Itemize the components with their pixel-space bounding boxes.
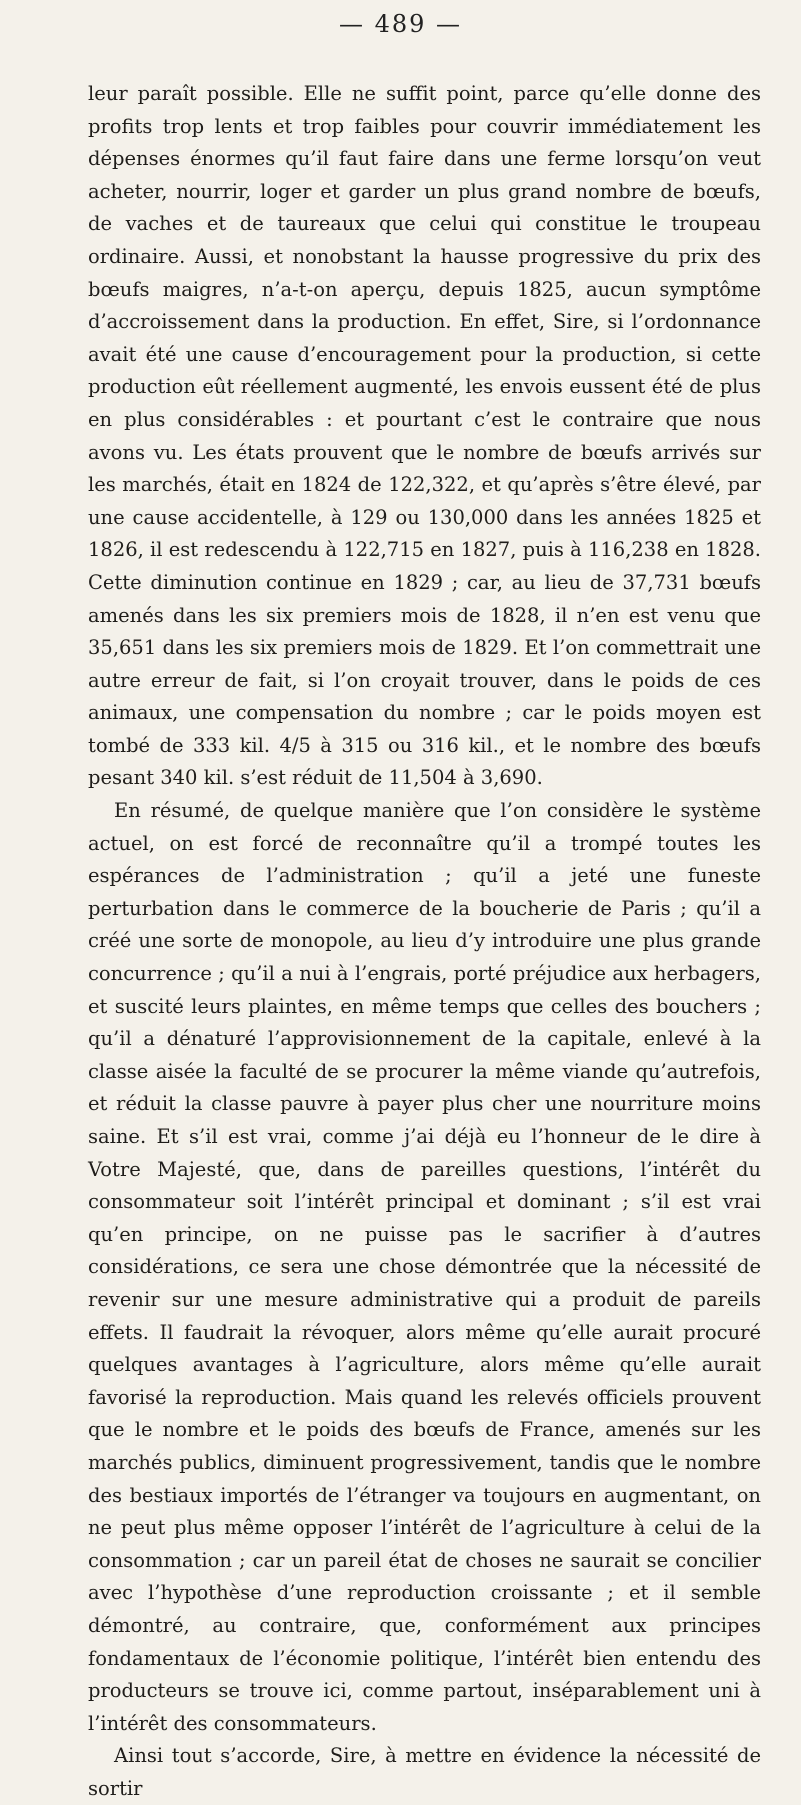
paragraph-3: Ainsi tout s’accorde, Sire, à mettre en évidence la nécessité de sortir [88, 1744, 761, 1800]
page-number: — 489 — [338, 10, 463, 38]
paragraph-1: leur paraît possible. Elle ne suffit point, parce qu’elle donne des profits trop lents et trop faibles pour couvrir immédiatement les dépenses énormes qu’il faut faire dans une ferme lorsqu’on veut acheter, nourrir, loger et garder un plus grand nombre de bœufs, de vaches et de taureaux que celui qui constitue le troupeau ordinaire. Aussi, et nonobstant la hausse progressive du prix des bœufs maigres, n’a-t-on aperçu, depuis 1825, aucun symptôme d’accroissement dans la production. En effet, Sire, si l’ordonnance avait été une cause d’encouragement pour la production, si cette production eût réellement augmenté, les envois eussent été de plus en plus considérables : et pourtant c’est le contraire que nous avons vu. Les états prouvent que le nombre de bœufs arrivés sur les marchés, était en 1824 de 122,322, et qu’après s’être élevé, par une cause accidentelle, à 129 ou 130,000 dans les années 1825 et 1826, il est redescendu à 122,715 en 1827, puis à 116,238 en 1828. Cette diminution continue en 1829 ; car, au lieu de 37,731 bœufs amenés dans les six premiers mois de 1828, il n’en est venu que 35,651 dans les six premiers mois de 1829. Et l’on commettrait une autre erreur de fait, si l’on croyait trouver, dans le poids de ces animaux, une compensation du nombre ; car le poids moyen est tombé de 333 kil. 4/5 à 315 ou 316 kil., et le nombre des bœufs pesant 340 kil. s’est réduit de 11,504 à 3,690. [88, 82, 761, 790]
paragraph-2: En résumé, de quelque manière que l’on considère le système actuel, on est forcé de reconnaître qu’il a trompé toutes les espérances de l’administration ; qu’il a jeté une funeste perturbation dans le commerce de la boucherie de Paris ; qu’il a créé une sorte de monopole, au lieu d’y introduire une plus grande concurrence ; qu’il a nui à l’engrais, porté préjudice aux herbagers, et suscité leurs plaintes, en même temps que celles des bouchers ; qu’il a dénaturé l’approvisionnement de la capitale, enlevé à la classe aisée la faculté de se procurer la même viande qu’autrefois, et réduit la classe pauvre à payer plus cher une nourriture moins saine. Et s’il est vrai, comme j’ai déjà eu l’honneur de le dire à Votre Majesté, que, dans de pareilles questions, l’intérêt du consommateur soit l’intérêt principal et dominant ; s’il est vrai qu’en principe, on ne puisse pas le sacrifier à d’autres considérations, ce sera une chose démontrée que la nécessité de revenir sur une mesure administrative qui a produit de pareils effets. Il faudrait la révoquer, alors même qu’elle aurait procuré quelques avantages à l’agriculture, alors même qu’elle aurait favorisé la reproduction. Mais quand les relevés officiels prouvent que le nombre et le poids des bœufs de France, amenés sur les marchés publics, diminuent progressivement, tandis que le nombre des bestiaux importés de l’étranger va toujours en augmentant, on ne peut plus même opposer l’intérêt de l’agriculture à celui de la consommation ; car un pareil état de choses ne saurait se concilier avec l’hypothèse d’une reproduction croissante ; et il semble démontré, au contraire, que, conformément aux principes fondamentaux de l’économie politique, l’intérêt bien entendu des producteurs se trouve ici, comme partout, inséparablement uni à l’intérêt des consommateurs. [88, 799, 761, 1735]
